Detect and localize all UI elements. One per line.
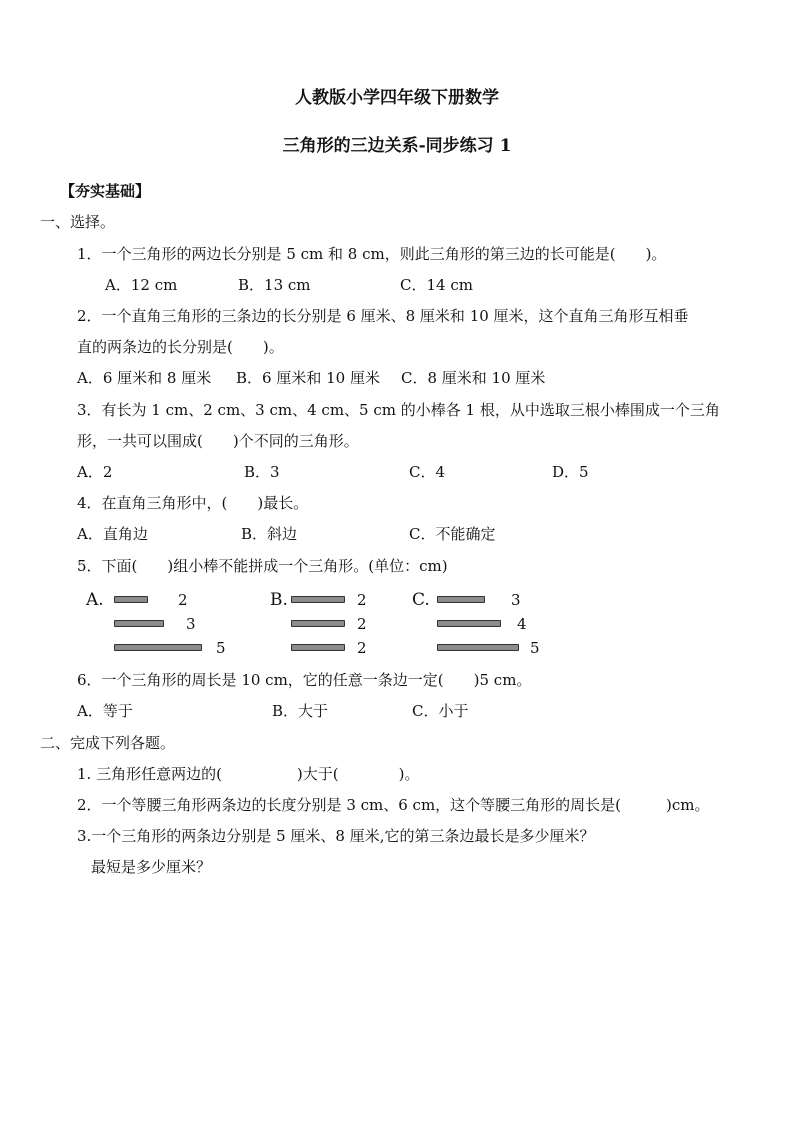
stick-c2-length: 4 — [517, 615, 527, 633]
stick-group-b-label: B. — [270, 590, 288, 610]
question-4-option-a: A．直角边 — [77, 525, 148, 543]
question-1-text: 1．一个三角形的两边长分别是 5 cm 和 8 cm，则此三角形的第三边的长可能是( )。 — [77, 245, 667, 263]
question-3-option-c: C．4 — [409, 463, 446, 481]
stick-b3-length: 2 — [357, 639, 367, 657]
question-3-text-line1: 3．有长为 1 cm、2 cm、3 cm、4 cm、5 cm 的小棒各 1 根，从中选取三根小棒围成一个三角 — [77, 401, 720, 419]
part2-question-3-line2: 最短是多少厘米？ — [91, 858, 212, 876]
question-6-option-c: C．小于 — [412, 702, 469, 720]
question-4-option-b: B．斜边 — [241, 525, 298, 543]
stick-c3 — [437, 644, 519, 651]
worksheet-subtitle: 三角形的三边关系-同步练习 1 — [282, 136, 512, 156]
worksheet-title: 人教版小学四年级下册数学 — [295, 88, 499, 108]
question-3-text-line2: 形，一共可以围成( )个不同的三角形。 — [77, 432, 359, 450]
question-2-option-c: C．8 厘米和 10 厘米 — [401, 369, 546, 387]
question-6-option-b: B．大于 — [272, 702, 329, 720]
stick-b2 — [291, 620, 345, 627]
question-5-text: 5．下面( )组小棒不能拼成一个三角形。(单位：cm) — [77, 557, 448, 575]
stick-c2 — [437, 620, 501, 627]
section-heading-basic: 【夯实基础】 — [60, 182, 151, 200]
question-1-option-b: B．13 cm — [238, 276, 311, 294]
stick-group-c-label: C. — [412, 590, 430, 610]
part1-heading: 一、选择。 — [40, 213, 116, 231]
question-3-option-d: D．5 — [552, 463, 589, 481]
stick-b3 — [291, 644, 345, 651]
question-3-option-a: A．2 — [77, 463, 113, 481]
question-1-option-c: C．14 cm — [400, 276, 473, 294]
part2-question-2: 2．一个等腰三角形两条边的长度分别是 3 cm、6 cm，这个等腰三角形的周长是( )cm。 — [77, 796, 710, 814]
question-1-option-a: A．12 cm — [105, 276, 178, 294]
part2-heading: 二、完成下列各题。 — [40, 734, 176, 752]
part2-question-1: 1. 三角形任意两边的( )大于( )。 — [77, 765, 420, 783]
stick-a2 — [114, 620, 164, 627]
stick-group-a-label: A. — [86, 590, 104, 610]
question-4-text: 4．在直角三角形中，( )最长。 — [77, 494, 309, 512]
stick-a1-length: 2 — [178, 591, 188, 609]
question-2-text-line1: 2．一个直角三角形的三条边的长分别是 6 厘米、8 厘米和 10 厘米，这个直角三角形互相垂 — [77, 307, 689, 325]
stick-b1-length: 2 — [357, 591, 367, 609]
question-6-option-a: A．等于 — [77, 702, 133, 720]
question-2-text-line2: 直的两条边的长分别是( )。 — [77, 338, 284, 356]
stick-a3 — [114, 644, 202, 651]
question-6-text: 6．一个三角形的周长是 10 cm，它的任意一条边一定( )5 cm。 — [77, 671, 532, 689]
question-2-option-a: A．6 厘米和 8 厘米 — [77, 369, 212, 387]
question-4-option-c: C．不能确定 — [409, 525, 496, 543]
part2-question-3-line1: 3.一个三角形的两条边分别是 5 厘米、8 厘米,它的第三条边最长是多少厘米？ — [77, 827, 595, 845]
question-3-option-b: B．3 — [244, 463, 280, 481]
stick-c3-length: 5 — [530, 639, 540, 657]
stick-b2-length: 2 — [357, 615, 367, 633]
stick-a2-length: 3 — [186, 615, 196, 633]
question-2-option-b: B．6 厘米和 10 厘米 — [236, 369, 380, 387]
stick-a1 — [114, 596, 148, 603]
stick-c1-length: 3 — [511, 591, 521, 609]
stick-c1 — [437, 596, 485, 603]
stick-a3-length: 5 — [216, 639, 226, 657]
stick-b1 — [291, 596, 345, 603]
